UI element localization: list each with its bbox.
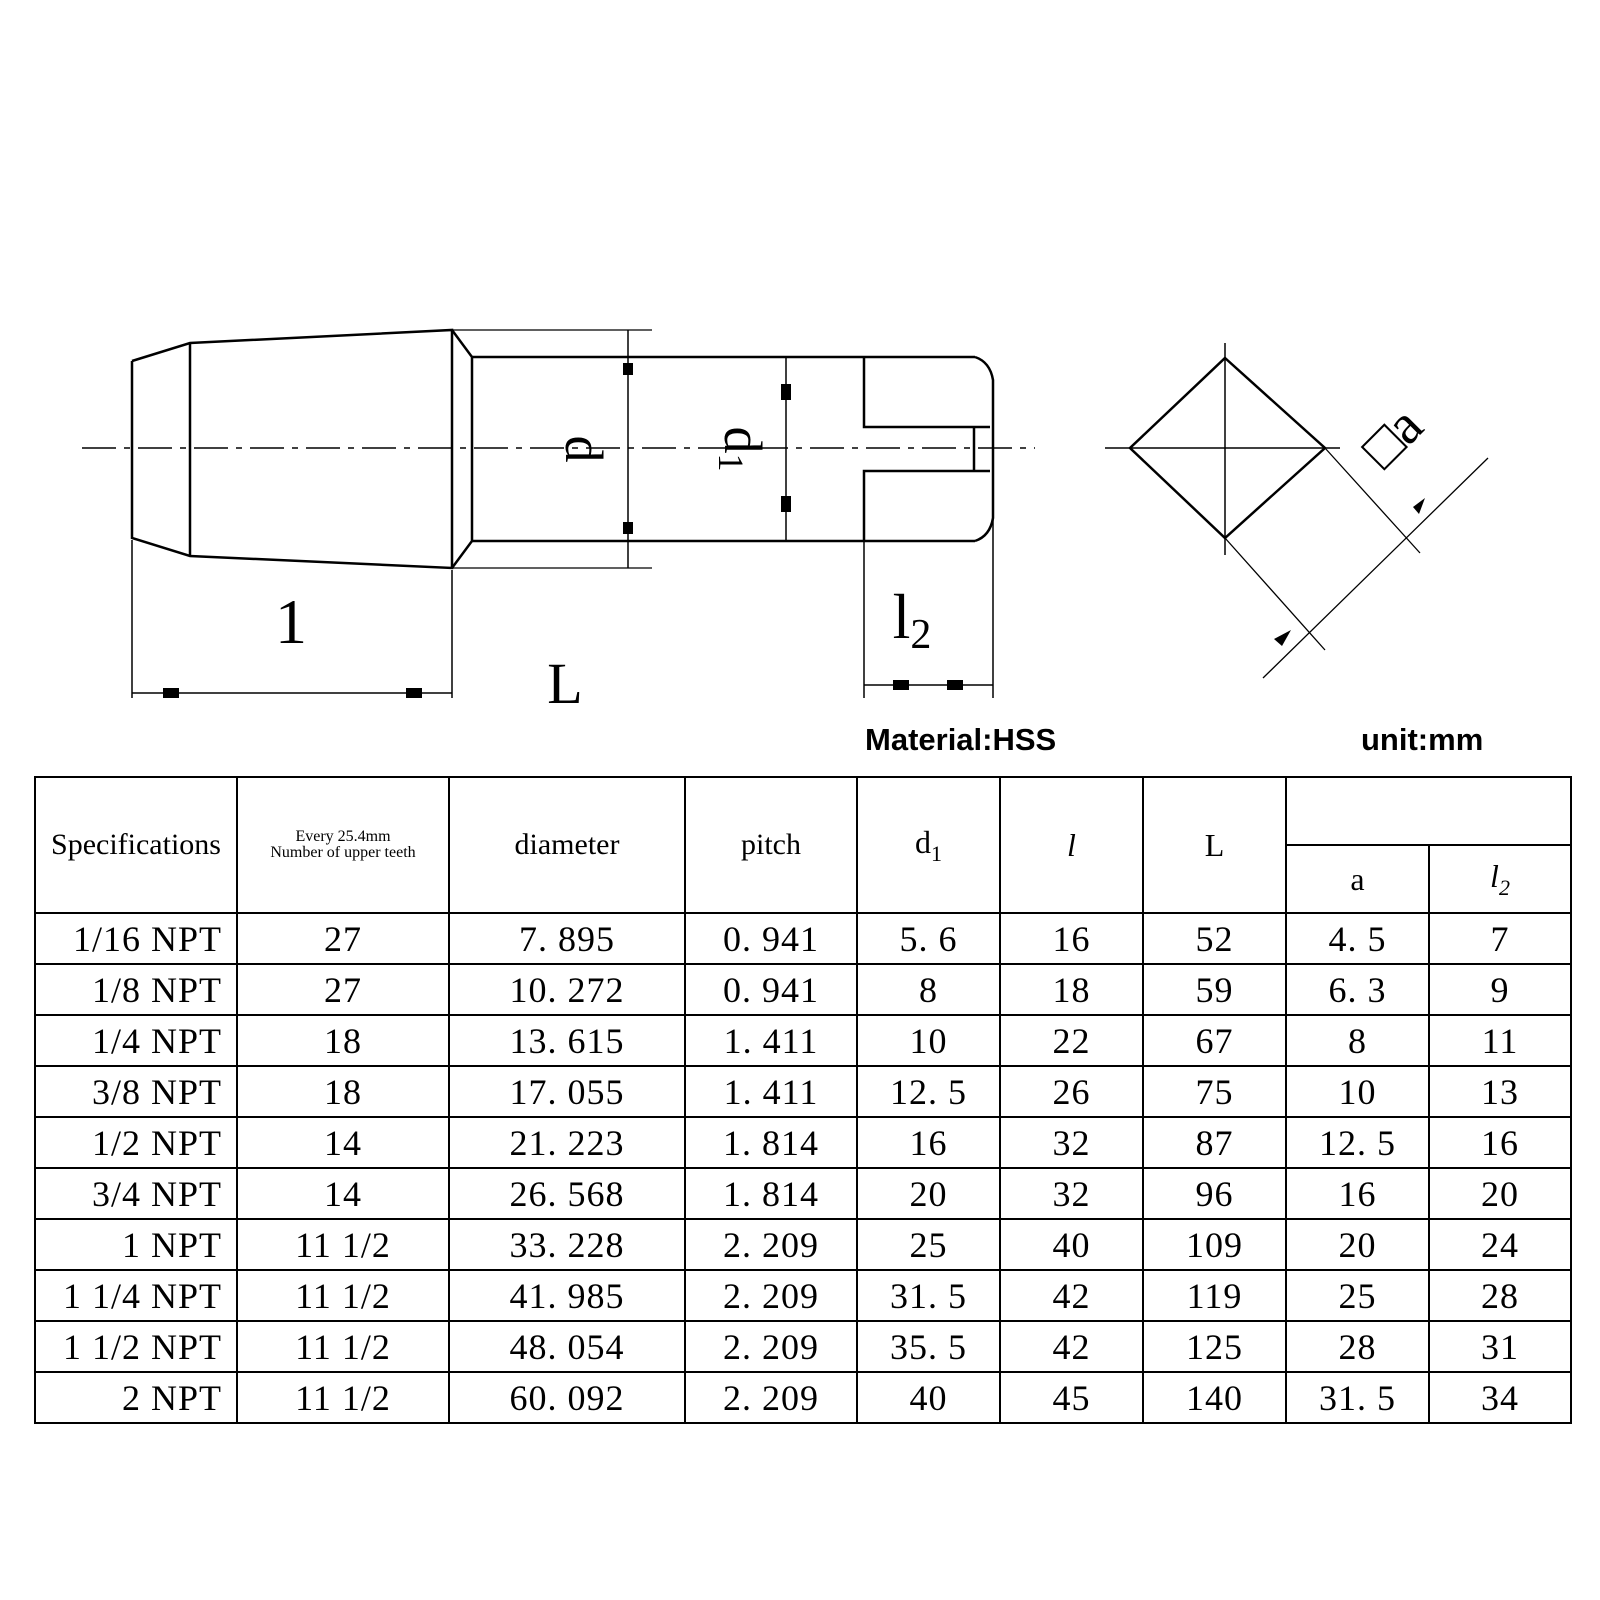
cell-diameter: 33. 228	[449, 1219, 685, 1270]
table-row	[35, 1066, 1571, 1117]
table-row	[35, 1168, 1571, 1219]
spec-table-body	[35, 913, 1571, 1423]
tap-end-view	[1105, 343, 1488, 678]
cell-l2: 34	[1429, 1372, 1571, 1423]
cell-diameter: 26. 568	[449, 1168, 685, 1219]
cell-d1: 12. 5	[857, 1066, 1000, 1117]
header-l2: $l_2$	[1429, 845, 1571, 913]
cell-l: 42	[1000, 1321, 1143, 1372]
cell-diameter: 60. 092	[449, 1372, 685, 1423]
cell-l2: 24	[1429, 1219, 1571, 1270]
cell-l2: 11	[1429, 1015, 1571, 1066]
cell-l2: 20	[1429, 1168, 1571, 1219]
table-row	[35, 1321, 1571, 1372]
cell-a: 4. 5	[1286, 913, 1429, 964]
cell-teeth: 27	[237, 964, 449, 1015]
cell-L: 125	[1143, 1321, 1286, 1372]
cell-teeth: 27	[237, 913, 449, 964]
cell-l: 16	[1000, 913, 1143, 964]
end-view-arrows	[1274, 498, 1425, 646]
cell-l: 42	[1000, 1270, 1143, 1321]
cell-pitch: 0. 941	[685, 964, 857, 1015]
cell-spec: 1 NPT	[35, 1219, 237, 1270]
cell-l: 18	[1000, 964, 1143, 1015]
cell-teeth: 14	[237, 1168, 449, 1219]
cell-diameter: 13. 615	[449, 1015, 685, 1066]
cell-teeth: 14	[237, 1117, 449, 1168]
cell-l2: 31	[1429, 1321, 1571, 1372]
cell-pitch: 2. 209	[685, 1321, 857, 1372]
cell-l2: 13	[1429, 1066, 1571, 1117]
cell-spec: 1 1/4 NPT	[35, 1270, 237, 1321]
cell-pitch: 1. 814	[685, 1117, 857, 1168]
cell-pitch: 2. 209	[685, 1372, 857, 1423]
header-pitch: pitch	[685, 777, 857, 913]
cell-L: 109	[1143, 1219, 1286, 1270]
cell-d1: 5. 6	[857, 913, 1000, 964]
cell-teeth: 11 1/2	[237, 1270, 449, 1321]
cell-l: 26	[1000, 1066, 1143, 1117]
cell-a: 16	[1286, 1168, 1429, 1219]
cell-l2: 16	[1429, 1117, 1571, 1168]
cell-pitch: 2. 209	[685, 1270, 857, 1321]
cell-l2: 28	[1429, 1270, 1571, 1321]
cell-L: 96	[1143, 1168, 1286, 1219]
cell-l: 22	[1000, 1015, 1143, 1066]
cell-L: 75	[1143, 1066, 1286, 1117]
table-row	[35, 1270, 1571, 1321]
header-group-blank	[1286, 777, 1571, 845]
cell-L: 140	[1143, 1372, 1286, 1423]
cell-l2: 9	[1429, 964, 1571, 1015]
label-l2: l2	[892, 581, 932, 658]
cell-teeth: 11 1/2	[237, 1219, 449, 1270]
cell-diameter: 21. 223	[449, 1117, 685, 1168]
cell-a: 6. 3	[1286, 964, 1429, 1015]
label-d1: d1	[711, 426, 773, 472]
cell-a: 20	[1286, 1219, 1429, 1270]
label-d: d	[554, 435, 614, 463]
header-L: L	[1143, 777, 1286, 913]
cell-L: 52	[1143, 913, 1286, 964]
cell-d1: 8	[857, 964, 1000, 1015]
label-a: □a	[1349, 394, 1435, 480]
cell-diameter: 10. 272	[449, 964, 685, 1015]
table-row	[35, 1015, 1571, 1066]
cell-pitch: 2. 209	[685, 1219, 857, 1270]
cell-teeth: 18	[237, 1066, 449, 1117]
unit-label: unit:mm	[1361, 722, 1484, 757]
table-row	[35, 964, 1571, 1015]
header-l: l	[1000, 777, 1143, 913]
label-l: 1	[275, 586, 307, 657]
header-teeth: Every 25.4mm Number of upper teeth	[237, 777, 449, 913]
cell-l2: 7	[1429, 913, 1571, 964]
cell-diameter: 48. 054	[449, 1321, 685, 1372]
cell-l: 32	[1000, 1168, 1143, 1219]
cell-d1: 35. 5	[857, 1321, 1000, 1372]
cell-L: 59	[1143, 964, 1286, 1015]
cell-diameter: 41. 985	[449, 1270, 685, 1321]
cell-l: 40	[1000, 1219, 1143, 1270]
cell-d1: 40	[857, 1372, 1000, 1423]
cell-spec: 3/8 NPT	[35, 1066, 237, 1117]
cell-L: 87	[1143, 1117, 1286, 1168]
cell-d1: 25	[857, 1219, 1000, 1270]
header-a: a	[1286, 845, 1429, 913]
cell-pitch: 1. 411	[685, 1015, 857, 1066]
cell-a: 28	[1286, 1321, 1429, 1372]
cell-L: 67	[1143, 1015, 1286, 1066]
cell-l: 45	[1000, 1372, 1143, 1423]
cell-diameter: 17. 055	[449, 1066, 685, 1117]
cell-d1: 20	[857, 1168, 1000, 1219]
cell-teeth: 18	[237, 1015, 449, 1066]
cell-a: 8	[1286, 1015, 1429, 1066]
cell-l: 32	[1000, 1117, 1143, 1168]
cell-spec: 2 NPT	[35, 1372, 237, 1423]
cell-a: 25	[1286, 1270, 1429, 1321]
header-diameter: diameter	[449, 777, 685, 913]
cell-a: 10	[1286, 1066, 1429, 1117]
header-specifications: Specifications	[35, 777, 237, 913]
cell-d1: 16	[857, 1117, 1000, 1168]
cell-diameter: 7. 895	[449, 913, 685, 964]
cell-spec: 1/4 NPT	[35, 1015, 237, 1066]
material-label: Material:HSS	[865, 722, 1057, 757]
table-row	[35, 1372, 1571, 1423]
cell-spec: 1/2 NPT	[35, 1117, 237, 1168]
cell-pitch: 0. 941	[685, 913, 857, 964]
cell-a: 31. 5	[1286, 1372, 1429, 1423]
header-d1: $d_1$	[857, 777, 1000, 913]
cell-d1: 10	[857, 1015, 1000, 1066]
cell-spec: 1 1/2 NPT	[35, 1321, 237, 1372]
table-row	[35, 1219, 1571, 1270]
spec-table	[34, 776, 1572, 1424]
tap-drawing	[0, 0, 1600, 740]
cell-teeth: 11 1/2	[237, 1321, 449, 1372]
label-L: L	[547, 651, 583, 716]
cell-teeth: 11 1/2	[237, 1372, 449, 1423]
table-row	[35, 913, 1571, 964]
cell-spec: 1/16 NPT	[35, 913, 237, 964]
cell-pitch: 1. 814	[685, 1168, 857, 1219]
cell-spec: 1/8 NPT	[35, 964, 237, 1015]
cell-L: 119	[1143, 1270, 1286, 1321]
cell-pitch: 1. 411	[685, 1066, 857, 1117]
cell-a: 12. 5	[1286, 1117, 1429, 1168]
table-row	[35, 1117, 1571, 1168]
cell-spec: 3/4 NPT	[35, 1168, 237, 1219]
cell-d1: 31. 5	[857, 1270, 1000, 1321]
